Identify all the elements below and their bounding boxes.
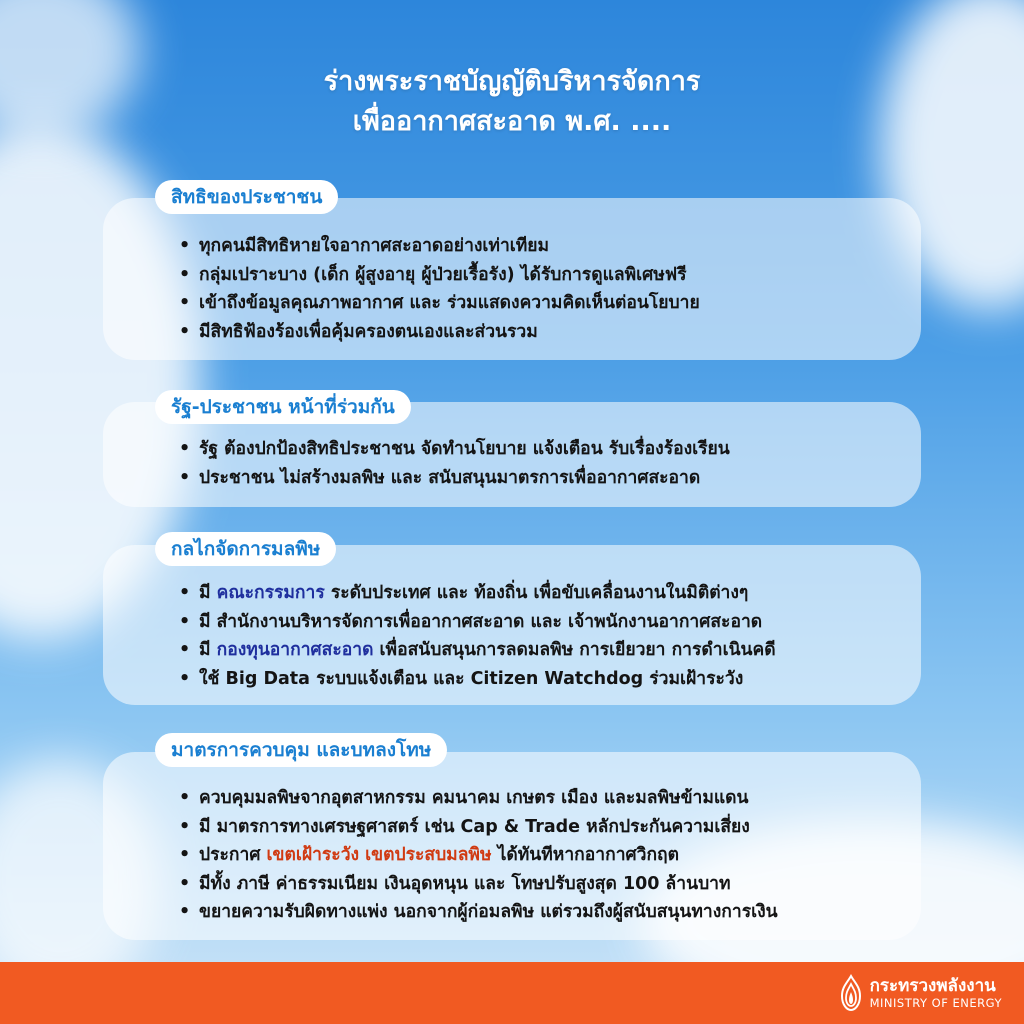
highlight-fund: กองทุนอากาศสะอาด xyxy=(216,640,374,660)
list-item: • มี กองทุนอากาศสะอาด เพื่อสนับสนุนการลดมลพิษ การเยียวยา การดำเนินคดี xyxy=(173,636,921,665)
section-heading-duties: รัฐ-ประชาชน หน้าที่ร่วมกัน xyxy=(155,390,411,424)
footer-bar xyxy=(0,962,1024,1024)
list-item: • ทุกคนมีสิทธิหายใจอากาศสะอาดอย่างเท่าเทียม xyxy=(173,232,921,261)
list-item: • ใช้ Big Data ระบบแจ้งเตือน และ Citizen Watchdog ร่วมเฝ้าระวัง xyxy=(173,665,921,694)
section-heading-mechanism: กลไกจัดการมลพิษ xyxy=(155,532,336,566)
list-item: • รัฐ ต้องปกป้องสิทธิประชาชน จัดทำนโยบาย แจ้งเตือน รับเรื่องร้องเรียน xyxy=(173,435,921,464)
section-card-mechanism xyxy=(103,545,921,705)
org-name-thai: กระทรวงพลังงาน xyxy=(869,976,996,996)
list-item: • มี สำนักงานบริหารจัดการเพื่ออากาศสะอาด และ เจ้าพนักงานอากาศสะอาด xyxy=(173,608,921,637)
list-item: • ควบคุมมลพิษจากอุตสาหกรรม คมนาคม เกษตร เมือง และมลพิษข้ามแดน xyxy=(173,784,921,813)
list-item: • มี มาตรการทางเศรษฐศาสตร์ เช่น Cap & Trade หลักประกันความเสี่ยง xyxy=(173,813,921,842)
ministry-flame-emblem-icon xyxy=(838,974,864,1012)
list-item: • ประชาชน ไม่สร้างมลพิษ และ สนับสนุนมาตรการเพื่ออากาศสะอาด xyxy=(173,464,921,493)
list-item: • กลุ่มเปราะบาง (เด็ก ผู้สูงอายุ ผู้ป่วยเรื้อรัง) ได้รับการดูแลพิเศษฟรี xyxy=(173,261,921,290)
list-item: • เข้าถึงข้อมูลคุณภาพอากาศ และ ร่วมแสดงความคิดเห็นต่อนโยบาย xyxy=(173,289,921,318)
org-name-english: MINISTRY OF ENERGY xyxy=(869,996,1002,1010)
list-item: • มีทั้ง ภาษี ค่าธรรมเนียม เงินอุดหนุน และ โทษปรับสูงสุด 100 ล้านบาท xyxy=(173,870,921,899)
highlight-committee: คณะกรรมการ xyxy=(216,583,325,603)
title-line-1: ร่างพระราชบัญญัติบริหารจัดการ xyxy=(323,66,701,97)
list-item: • มีสิทธิฟ้องร้องเพื่อคุ้มครองตนเองและส่วนรวม xyxy=(173,318,921,347)
ministry-logo xyxy=(838,972,1002,1014)
highlight-pollution-zone: เขตประสบมลพิษ xyxy=(365,845,492,865)
list-item: • มี คณะกรรมการ ระดับประเทศ และ ท้องถิ่น เพื่อขับเคลื่อนงานในมิติต่างๆ xyxy=(173,579,921,608)
list-item: • ประกาศ เขตเฝ้าระวัง เขตประสบมลพิษ ได้ทันทีหากอากาศวิกฤต xyxy=(173,841,921,870)
section-card-rights xyxy=(103,198,921,360)
title-line-2: เพื่ออากาศสะอาด พ.ศ. .... xyxy=(352,106,672,137)
section-heading-rights: สิทธิของประชาชน xyxy=(155,180,338,214)
highlight-watch-zone: เขตเฝ้าระวัง xyxy=(266,845,360,865)
section-card-measures xyxy=(103,752,921,940)
list-item: • ขยายความรับผิดทางแพ่ง นอกจากผู้ก่อมลพิษ แต่รวมถึงผู้สนับสนุนทางการเงิน xyxy=(173,898,921,927)
page-title xyxy=(0,62,1024,142)
section-heading-measures: มาตรการควบคุม และบทลงโทษ xyxy=(155,733,447,767)
